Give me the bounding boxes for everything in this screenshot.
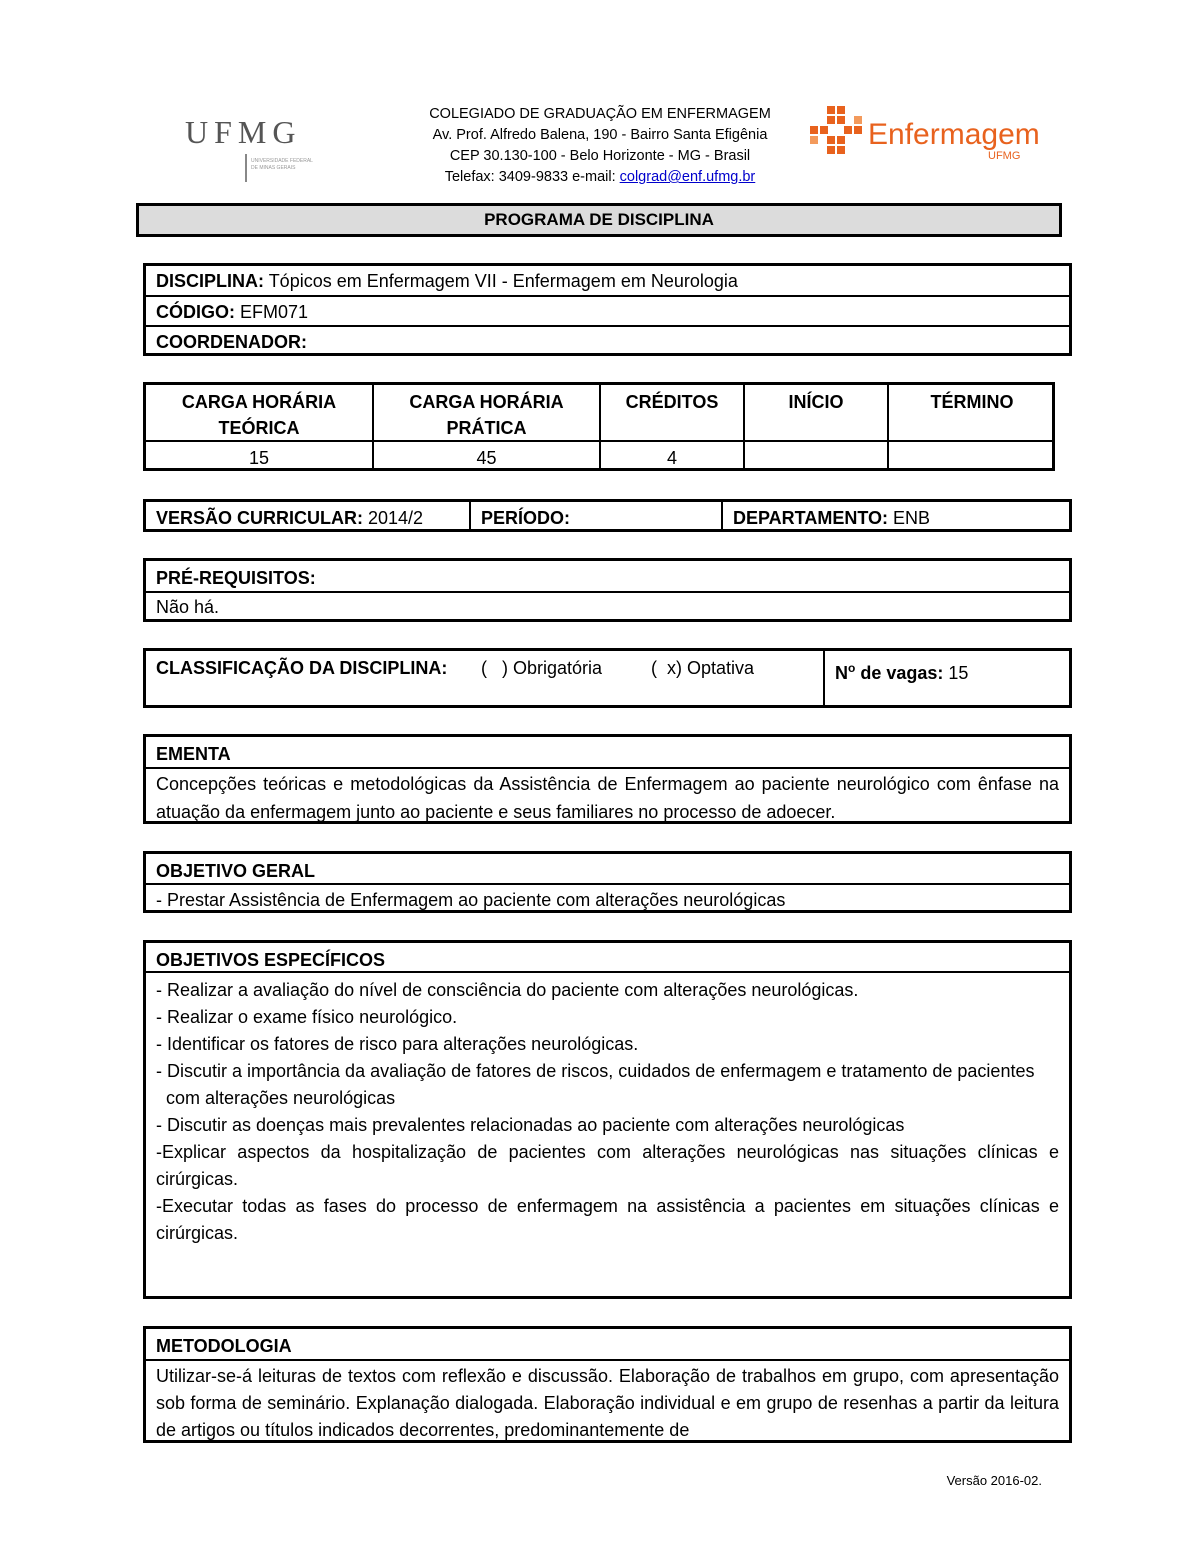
- list-item: - Discutir as doenças mais prevalentes relacionadas ao paciente com alterações neurológicas: [156, 1115, 905, 1135]
- ufmg-logo-divider: [245, 154, 247, 182]
- list-item: - Realizar o exame físico neurológico.: [156, 1007, 458, 1027]
- metodologia-text: Utilizar-se-á leituras de textos com reflexão e discussão. Elaboração de trabalhos em grupo, com apresentação sob forma de seminário. Explanação dialogada. Elaboração individual e em grupo de resenhas a partir da leitura de artigos ou títulos indicados decorrentes, predominantemente de: [156, 1366, 1059, 1440]
- page-title-box: [136, 203, 1062, 237]
- codigo-row: [146, 297, 1069, 326]
- classificacao-label: CLASSIFICAÇÃO DA DISCIPLINA:: [156, 658, 448, 678]
- header-carga-pratica: [374, 387, 599, 443]
- objetivos-especificos-label: OBJETIVOS ESPECÍFICOS: [156, 950, 386, 970]
- departamento-cell: [723, 503, 1069, 533]
- header-carga-teorica-l1: CARGA HORÁRIA: [181, 392, 337, 412]
- header-line-2: Av. Prof. Alfredo Balena, 190 - Bairro Santa Efigênia: [432, 127, 768, 143]
- versao-cell: [146, 503, 469, 533]
- codigo-value: EFM071: [240, 302, 309, 322]
- departamento-label: DEPARTAMENTO:: [733, 508, 888, 528]
- institution-address: [380, 104, 820, 188]
- value-carga-teorica: 15: [248, 448, 270, 468]
- version-row-table: [143, 499, 1072, 532]
- vagas-label-rest: de vagas:: [855, 663, 944, 683]
- vagas-label-o: o: [848, 661, 856, 675]
- objetivo-geral-label: OBJETIVO GERAL: [156, 861, 316, 881]
- header-carga-pratica-l2: PRÁTICA: [446, 418, 527, 438]
- header-line-4: [380, 167, 820, 188]
- header-creditos: CRÉDITOS: [625, 392, 719, 412]
- list-item: - Realizar a avaliação do nível de consciência do paciente com alterações neurológicas.: [156, 980, 859, 1000]
- objetivos-especificos-list: [146, 975, 1069, 1249]
- ufmg-logo-text: UFMG: [185, 114, 302, 150]
- header-carga-pratica-l1: CARGA HORÁRIA: [409, 392, 564, 412]
- prereq-label: PRÉ-REQUISITOS:: [156, 568, 316, 588]
- versao-label: VERSÃO CURRICULAR:: [156, 508, 363, 528]
- cross-icon: [808, 104, 864, 160]
- metodologia-label: METODOLOGIA: [156, 1336, 292, 1356]
- disciplina-label: DISCIPLINA:: [156, 271, 264, 291]
- objetivo-geral-table: [143, 851, 1072, 913]
- enfermagem-logo: [808, 104, 1040, 164]
- metodologia-table: [143, 1326, 1072, 1443]
- coordenador-label: COORDENADOR:: [156, 332, 307, 352]
- optativa-option: ( x) Optativa: [651, 658, 755, 678]
- value-inicio: [745, 443, 887, 447]
- coordenador-row: [146, 327, 1069, 354]
- value-creditos: 4: [666, 448, 677, 468]
- hours-table: [143, 382, 1055, 471]
- discipline-info-table: [143, 263, 1072, 356]
- list-item: com alterações neurológicas: [156, 1088, 396, 1108]
- disciplina-row: [146, 266, 1069, 295]
- disciplina-value: Tópicos em Enfermagem VII - Enfermagem em Neurologia: [268, 271, 738, 291]
- classificacao-table: [143, 648, 1072, 708]
- list-item: - Discutir a importância da avaliação de fatores de riscos, cuidados de enfermagem e tratamento de pacientes: [156, 1061, 1035, 1081]
- list-item: - Identificar os fatores de risco para alterações neurológicas.: [156, 1034, 639, 1054]
- enfermagem-logo-text: Enfermagem: [868, 118, 1040, 151]
- periodo-cell: [471, 503, 721, 533]
- departamento-value: ENB: [893, 508, 931, 528]
- periodo-label: PERÍODO:: [481, 508, 571, 528]
- row-divider: [146, 971, 1069, 973]
- vagas-value: 15: [948, 663, 969, 683]
- ementa-text: Concepções teóricas e metodológicas da Assistência de Enfermagem ao paciente neurológico com ênfase na atuação da enfermagem junto ao paciente e seus familiares no processo de adoecer.: [156, 774, 1059, 822]
- list-item: -Explicar aspectos da hospitalização de pacientes com alterações neurológicas nas situações clínicas e cirúrgicas.: [156, 1142, 1059, 1189]
- value-carga-pratica: 45: [476, 448, 497, 468]
- vagas-cell: [825, 653, 1069, 688]
- list-item: -Executar todas as fases do processo de enfermagem na assistência a pacientes em situações clínicas e cirúrgicas.: [156, 1196, 1059, 1243]
- enfermagem-logo-sub: UFMG: [988, 150, 1021, 162]
- ementa-table: [143, 734, 1072, 824]
- ufmg-logo: [185, 112, 325, 182]
- ufmg-logo-subtitle: UNIVERSIDADE FEDERAL DE MINAS GERAIS: [251, 158, 313, 171]
- header-line-3: CEP 30.130-100 - Belo Horizonte - MG - Brasil: [449, 148, 751, 164]
- email-link[interactable]: colgrad@enf.ufmg.br: [619, 169, 756, 185]
- ementa-label: EMENTA: [156, 744, 231, 764]
- header-carga-teorica: [146, 387, 372, 443]
- header-carga-teorica-l2: TEÓRICA: [218, 418, 300, 438]
- value-termino: [889, 443, 1055, 447]
- vagas-label-n: N: [835, 663, 848, 683]
- obrigatoria-option: ( ) Obrigatória: [481, 658, 603, 678]
- header-inicio: INÍCIO: [788, 392, 844, 412]
- header-termino: TÉRMINO: [930, 392, 1014, 412]
- header-line-1: COLEGIADO DE GRADUAÇÃO EM ENFERMAGEM: [429, 106, 771, 122]
- prereq-value: Não há.: [156, 597, 220, 617]
- page-title: PROGRAMA DE DISCIPLINA: [484, 210, 714, 229]
- classificacao-cell: [146, 653, 823, 683]
- telefax-text: Telefax: 3409-9833 e-mail:: [444, 169, 620, 185]
- codigo-label: CÓDIGO:: [156, 302, 235, 322]
- prereq-table: [143, 558, 1072, 622]
- versao-value: 2014/2: [368, 508, 424, 528]
- footer-version: Versão 2016-02.: [946, 1473, 1042, 1488]
- objetivos-especificos-table: [143, 940, 1072, 1299]
- objetivo-geral-text: - Prestar Assistência de Enfermagem ao paciente com alterações neurológicas: [156, 890, 786, 910]
